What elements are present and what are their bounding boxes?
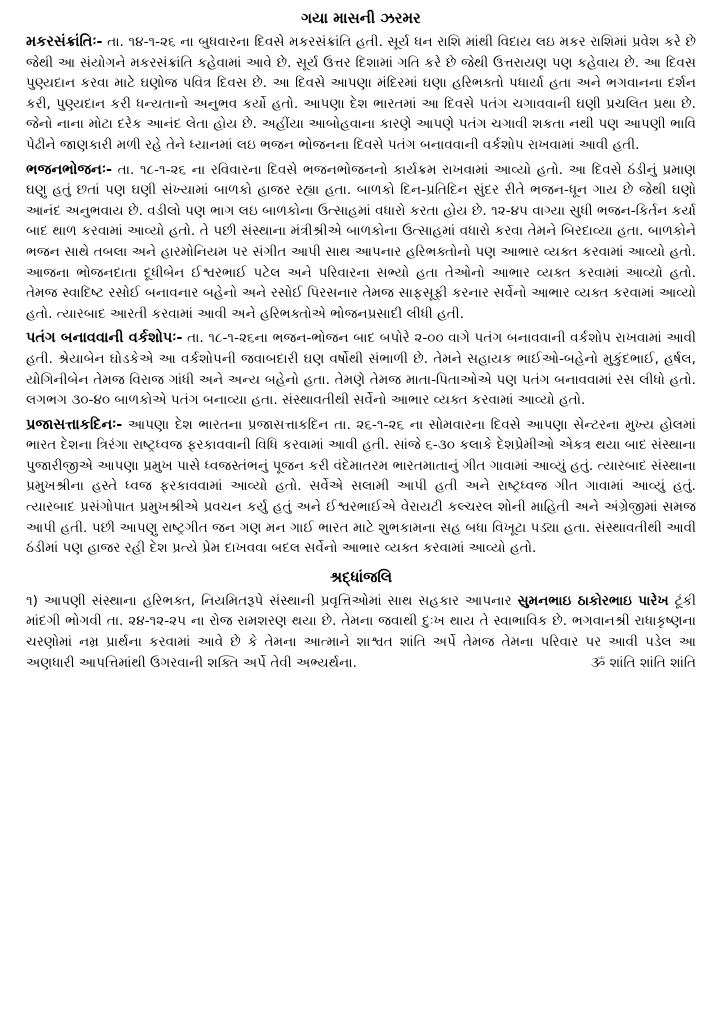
section-heading: મકરસંક્રાંતિઃ- [26, 34, 103, 50]
tribute-title: શ્રદ્ધાંજલિ [329, 567, 393, 586]
tribute-closing: ૐ શાંતિ શાંતિ શાંતિ [590, 654, 696, 671]
section-heading: પ્રજાસત્તાકદિનઃ- [26, 416, 123, 433]
section-makar-sankranti [26, 32, 696, 156]
section-body: તા. ૧૮-૧-૨૬ના ભજન-ભોજન બાદ બપોરે ૨-૦૦ વાગે પતંગ બનાવવાની વર્કશોપ રાખવામાં આવી હતી. શ્રેયાબેન ઘોડકેએ આ વર્કશોપની જવાબદારી ઘણ વર્ષોથી સંભાળી છે. તેમને સહાયક ભાઈઓ-બહેનો મુકુંદભાઈ, હર્ષલ, યોગિનીબેન તેમજ વિરાજ ગાંધી અને અન્ય બહેનો હતા. તેમણે તેમજ માતા-પિતાઓએ પણ પતંગ બનાવવામાં રસ લીધો હતો. લગભગ ૩૦-૪૦ બાળકોએ પતંગ બનાવ્યા હતા. સંસ્થાવતીથી સર્વેનો આભાર વ્યક્ત કરવામાં આવ્યો હતો. [26, 330, 697, 409]
section-heading: પતંગ બનાવવાની વર્કશોપઃ- [26, 330, 183, 347]
tribute-paragraph [26, 591, 696, 673]
section-kite-workshop [26, 328, 696, 410]
page-title: ગયા માસની ઝરમર [301, 9, 421, 27]
tribute-intro: ૧) આપણી સંસ્થાના હરિભક્ત, નિયમિતરૂપે સંસ્થાની પ્રવૃત્તિઓમાં સાથ સહકાર આપનાર [26, 592, 518, 609]
section-body: તા. ૧૪-૧-૨૬ ના બુધવારના દિવસે મકરસંક્રાંતિ હતી. સૂર્ય ધન રાશિ માંથી વિદાય લઇ મકર રાશિમાં પ્રવેશ કરે છે જેથી આ સંયોગને મકરસંક્રાંતિ કહેવામાં આવે છે. સૂર્ય ઉત્તર દિશામાં ગતિ કરે છે જેથી ઉત્તરાયણ પણ કહેવાય છે. આ દિવસ પુણ્યદાન કરવા માટે ઘણોજ પવિત્ર દિવસ છે. આ દિવસે આપણા મંદિરમાં ઘણા હરિભક્તો પધાર્યા હતા અને ભગવાનના દર્શન કરી, પુણ્યદાન કરી ધન્યતાનો અનુભવ કર્યો હતો. આપણા દેશ ભારતમાં આ દિવસે પતંગ ચગાવવાની ઘણી પ્રચલિત પ્રથા છે. જેનો નાના મોટા દરેક આનંદ લેતા હોય છે. અહીંયા આબોહવાના કારણે આપણે પતંગ ચગાવી શકતા નથી પણ આપણી ભાવિ પેઢીને જાણકારી મળી રહે તેને ધ્યાનમાં લઇ ભજન ભોજનના દિવસે પતંગ બનાવવાની વર્કશોપ રાખવામાં આવી હતી. [26, 34, 696, 153]
section-body: આપણા દેશ ભારતના પ્રજાસત્તાકદિન તા. ૨૬-૧-૨૬ ના સોમવારના દિવસે આપણા સેન્ટરના મુખ્ય હોલમાં ભારત દેશના ત્રિરંગા રાષ્ટ્રધ્વજ ફરકાવવાની વિધિ કરવામાં આવી હતી. સાંજે ૬-૩૦ કલાકે દેશપ્રેમીઓ એકત્ર થયા બાદ સંસ્થાના પુજારીજીએ આપણા પ્રમુખ પાસે ધ્વજસ્તંભનું પૂજન કરી વંદેમાતરમ ભારતમાતાનું ગીત ગાવામાં આવ્યું હતું. ત્યારબાદ સંસ્થાના પ્રમુખશ્રીના હસ્તે ધ્વજ ફરકાવવામાં આવ્યો હતો. સર્વેએ સલામી આપી હતી અને રાષ્ટ્રધ્વજ ગીત ગાવામાં આવ્યું હતું. ત્યારબાદ પ્રસંગોપાત પ્રમુખશ્રીએ પ્રવચન કર્યુ હતું અને ઈશ્વરભાઈએ વેરાયટી કલ્ચરલ શોની માહિતી અને અંગ્રેજીમાં સમજ આપી હતી. પછી આપણુ રાષ્ટ્રગીત જન ગણ મન ગાઈ ભારત માટે શુભકામના સહ બધા વિખૂટા પડ્યા હતા. સંસ્થાવતીથી આવી ઠંડીમાં પણ હાજર રહી દેશ પ્રત્યે પ્રેમ દાખવવા બદલ સર્વેનો આભાર વ્યક્ત કરવામાં આવ્યો હતો. [26, 416, 696, 557]
section-body: તા. ૧૮-૧-૨૬ ના રવિવારના દિવસે ભજનભોજનનો કાર્યક્રમ રાખવામાં આવ્યો હતો. આ દિવસે ઠંડીનું પ્રમાણ ઘણુ હતું છતાં પણ ઘણી સંખ્યામાં બાળકો હાજર રહ્યા હતા. બાળકો દિન-પ્રતિદિન સુંદર રીતે ભજન-ધૂન ગાય છે જેથી ઘણો આનંદ અનુભવાય છે. વડીલો પણ ભાગ લઇ બાળકોના ઉત્સાહમાં વધારો કરતા હોય છે. ૧૨-૪૫ વાગ્યા સુધી ભજન-કિર્તન કર્યા બાદ થાળ કરવામાં આવ્યો હતો. તે પછી સંસ્થાના મંત્રીશ્રીએ બાળકોના ઉત્સાહમાં વધારો કરવા તેમને બિરદાવ્યા હતા. બાળકોને ભજન સાથે તબલા અને હારમોનિયમ પર સંગીત આપી સાથ આપનાર હરિભક્તોનો પણ આભાર વ્યક્ત કરવામાં આવ્યો હતો. આજના ભોજનદાતા દૂધીબેન ઈશ્વરભાઈ પટેલ અને પરિવારના સભ્યો હતા તેઓનો આભાર વ્યક્ત કરવામાં આવ્યો હતો. તેમજ સ્વાદિષ્ટ રસોઈ બનાવનાર બહેનો અને રસોઈ પિરસનાર તેમજ સાફસૂફી કરનાર સર્વેનો આભાર વ્યક્ત કરવામાં આવ્યો હતો. ત્યારબાદ આરતી કરવામાં આવી અને હરિભક્તોએ ભોજનપ્રસાદી લીધી હતી. [26, 161, 696, 322]
section-bhajan-bhojan [26, 160, 696, 325]
tribute-body: ટૂંકી માંદગી ભોગવી તા. ૨૪-૧૨-૨૫ ના રોજ રામશરણ થયા છે. તેમના જવાથી દુઃખ થાય તે સ્વાભાવિક છે. ભગવાનશ્રી રાધાકૃષ્ણના ચરણોમાં નમ્ર પ્રાર્થના કરવામાં આવે છે કે તેમના આત્માને શાશ્વત શાંતિ અર્પે તેમજ તેમના પરિવાર પર આવી પડેલ આ અણધારી આપત્તિમાંથી ઉગરવાની શક્તિ અર્પે તેવી અભ્યર્થના. [26, 592, 697, 671]
section-heading: ભજનભોજનઃ- [26, 161, 113, 178]
section-republic-day [26, 415, 696, 559]
tribute-name: સુમનભાઇ ઠાકોરભાઇ પારેખ [517, 592, 669, 609]
